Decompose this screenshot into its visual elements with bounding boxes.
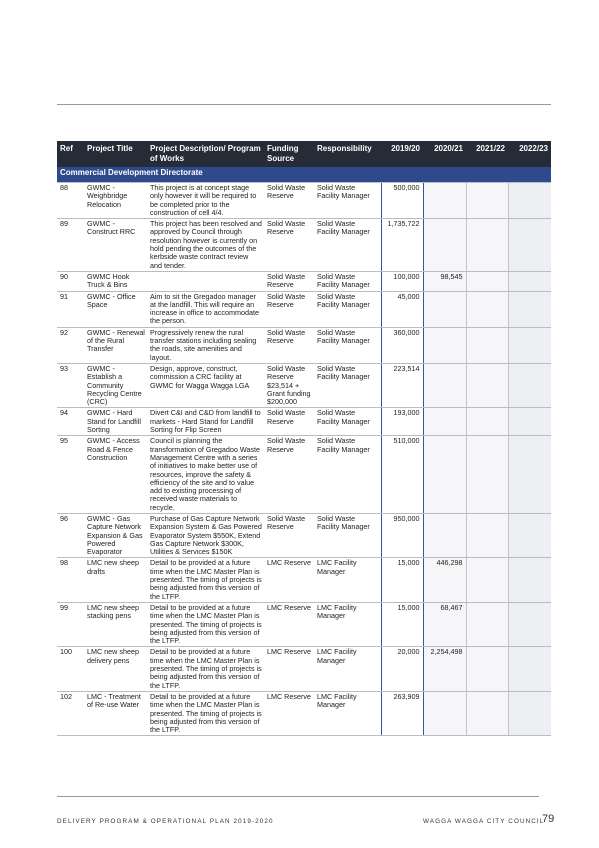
section-row — [57, 167, 551, 183]
cell-description: Detail to be provided at a future time when the LMC Master Plan is presented. The timing of projects is being adjusted from this version of the LTFP. — [147, 602, 264, 646]
cell-responsibility: Solid Waste Facility Manager — [314, 408, 381, 436]
cell-description: Detail to be provided at a future time when the LMC Master Plan is presented. The timing of projects is being adjusted from this version of the LTFP. — [147, 691, 264, 735]
cell-2020-21: 68,467 — [423, 602, 466, 646]
cell-responsibility: Solid Waste Facility Manager — [314, 363, 381, 407]
cell-2019-20: 950,000 — [381, 513, 423, 557]
cell-ref: 94 — [57, 408, 84, 436]
cell-2019-20: 223,514 — [381, 363, 423, 407]
cell-2021-22 — [466, 691, 508, 735]
cell-2022-23 — [508, 408, 551, 436]
cell-2021-22 — [466, 363, 508, 407]
cell-2022-23 — [508, 647, 551, 691]
cell-project-title: GWMC - Renewal of the Rural Transfer — [84, 327, 147, 363]
cell-funding-source: Solid Waste Reserve — [264, 513, 314, 557]
cell-2022-23 — [508, 513, 551, 557]
cell-description: Design, approve, construct, commission a CRC facility at GWMC for Wagga Wagga LGA — [147, 363, 264, 407]
header-project-title: Project Title — [84, 141, 147, 167]
cell-responsibility: Solid Waste Facility Manager — [314, 513, 381, 557]
cell-2021-22 — [466, 327, 508, 363]
cell-2021-22 — [466, 271, 508, 291]
cell-responsibility: Solid Waste Facility Manager — [314, 271, 381, 291]
table-row — [57, 271, 551, 291]
cell-project-title: GWMC - Gas Capture Network Expansion & Gas Powered Evaporator — [84, 513, 147, 557]
cell-2021-22 — [466, 291, 508, 327]
section-title: Commercial Development Directorate — [57, 167, 551, 183]
cell-2020-21 — [423, 291, 466, 327]
cell-2021-22 — [466, 408, 508, 436]
cell-project-title: LMC new sheep delivery pens — [84, 647, 147, 691]
cell-funding-source: Solid Waste Reserve — [264, 408, 314, 436]
table-row — [57, 691, 551, 735]
table-row — [57, 408, 551, 436]
cell-responsibility: Solid Waste Facility Manager — [314, 291, 381, 327]
cell-funding-source: Solid Waste Reserve $23,514 + Grant funding $200,000 — [264, 363, 314, 407]
header-description: Project Description/ Program of Works — [147, 141, 264, 167]
bottom-divider — [57, 796, 539, 797]
cell-2021-22 — [466, 219, 508, 272]
cell-2020-21 — [423, 219, 466, 272]
cell-project-title: GWMC - Office Space — [84, 291, 147, 327]
cell-2022-23 — [508, 363, 551, 407]
cell-description: Purchase of Gas Capture Network Expansion System & Gas Powered Evaporator System $550K, Extend Gas Capture Network $300K, Utilities & Services $150K — [147, 513, 264, 557]
cell-ref: 98 — [57, 558, 84, 602]
cell-2019-20: 1,735,722 — [381, 219, 423, 272]
cell-description: Aim to sit the Gregadoo manager at the landfill. This will require an increase in office to accommodate the person. — [147, 291, 264, 327]
cell-2019-20: 193,000 — [381, 408, 423, 436]
cell-project-title: LMC new sheep drafts — [84, 558, 147, 602]
cell-2022-23 — [508, 436, 551, 514]
cell-2021-22 — [466, 513, 508, 557]
cell-2019-20: 510,000 — [381, 436, 423, 514]
cell-funding-source: Solid Waste Reserve — [264, 271, 314, 291]
cell-funding-source: Solid Waste Reserve — [264, 436, 314, 514]
cell-responsibility: LMC Facility Manager — [314, 691, 381, 735]
table-row — [57, 647, 551, 691]
table-row — [57, 219, 551, 272]
header-responsibility: Responsibility — [314, 141, 381, 167]
cell-description: This project is at concept stage only however it will be required to be completed prior to the construction of cell 4/4. — [147, 183, 264, 219]
cell-responsibility: LMC Facility Manager — [314, 647, 381, 691]
cell-ref: 102 — [57, 691, 84, 735]
cell-responsibility: LMC Facility Manager — [314, 558, 381, 602]
cell-2020-21: 98,545 — [423, 271, 466, 291]
cell-2022-23 — [508, 183, 551, 219]
cell-2021-22 — [466, 602, 508, 646]
cell-2019-20: 500,000 — [381, 183, 423, 219]
cell-2021-22 — [466, 436, 508, 514]
table-header-row — [57, 141, 551, 167]
cell-project-title: GWMC - Hard Stand for Landfill Sorting — [84, 408, 147, 436]
cell-responsibility: Solid Waste Facility Manager — [314, 436, 381, 514]
header-2021-22: 2021/22 — [466, 141, 508, 167]
cell-ref: 93 — [57, 363, 84, 407]
header-2019-20: 2019/20 — [381, 141, 423, 167]
cell-2020-21 — [423, 513, 466, 557]
cell-ref: 90 — [57, 271, 84, 291]
cell-2020-21: 446,298 — [423, 558, 466, 602]
cell-funding-source: LMC Reserve — [264, 558, 314, 602]
cell-2022-23 — [508, 327, 551, 363]
cell-2022-23 — [508, 558, 551, 602]
cell-ref: 95 — [57, 436, 84, 514]
table-row — [57, 363, 551, 407]
cell-2022-23 — [508, 291, 551, 327]
cell-ref: 100 — [57, 647, 84, 691]
cell-funding-source: LMC Reserve — [264, 647, 314, 691]
cell-2020-21 — [423, 183, 466, 219]
cell-ref: 99 — [57, 602, 84, 646]
cell-project-title: GWMC - Establish a Community Recycling Centre (CRC) — [84, 363, 147, 407]
cell-2022-23 — [508, 691, 551, 735]
header-2022-23: 2022/23 — [508, 141, 551, 167]
cell-2019-20: 100,000 — [381, 271, 423, 291]
cell-project-title: LMC - Treatment of Re-use Water — [84, 691, 147, 735]
cell-project-title: GWMC Hook Truck & Bins — [84, 271, 147, 291]
cell-responsibility: Solid Waste Facility Manager — [314, 219, 381, 272]
table-row — [57, 513, 551, 557]
cell-2019-20: 15,000 — [381, 602, 423, 646]
cell-description: Detail to be provided at a future time when the LMC Master Plan is presented. The timing of projects is being adjusted from this version of the LTFP. — [147, 647, 264, 691]
header-funding-source: Funding Source — [264, 141, 314, 167]
cell-funding-source: Solid Waste Reserve — [264, 219, 314, 272]
works-table — [57, 141, 551, 736]
cell-2020-21 — [423, 327, 466, 363]
cell-2022-23 — [508, 602, 551, 646]
cell-2019-20: 263,909 — [381, 691, 423, 735]
cell-2020-21: 2,254,498 — [423, 647, 466, 691]
header-2020-21: 2020/21 — [423, 141, 466, 167]
cell-2021-22 — [466, 183, 508, 219]
cell-ref: 91 — [57, 291, 84, 327]
cell-2020-21 — [423, 363, 466, 407]
cell-2021-22 — [466, 647, 508, 691]
cell-funding-source: Solid Waste Reserve — [264, 327, 314, 363]
cell-2020-21 — [423, 691, 466, 735]
cell-funding-source: Solid Waste Reserve — [264, 183, 314, 219]
cell-description: Progressively renew the rural transfer stations including sealing the roads, site amenities and layout. — [147, 327, 264, 363]
cell-ref: 89 — [57, 219, 84, 272]
cell-ref: 92 — [57, 327, 84, 363]
top-divider — [57, 104, 551, 105]
cell-ref: 96 — [57, 513, 84, 557]
table-row — [57, 327, 551, 363]
cell-2020-21 — [423, 436, 466, 514]
cell-funding-source: LMC Reserve — [264, 691, 314, 735]
table-row — [57, 558, 551, 602]
footer-organisation: WAGGA WAGGA CITY COUNCIL — [423, 818, 545, 825]
page-number: 79 — [542, 813, 555, 825]
cell-description: Detail to be provided at a future time when the LMC Master Plan is presented. The timing of projects is being adjusted from this version of the LTFP. — [147, 558, 264, 602]
table-row — [57, 183, 551, 219]
cell-responsibility: LMC Facility Manager — [314, 602, 381, 646]
cell-project-title: GWMC - Construct RRC — [84, 219, 147, 272]
table-row — [57, 291, 551, 327]
cell-responsibility: Solid Waste Facility Manager — [314, 183, 381, 219]
cell-responsibility: Solid Waste Facility Manager — [314, 327, 381, 363]
cell-description: This project has been resolved and approved by Council through resolution however is currently on hold pending the outcomes of the kerbside waste contract review and tender. — [147, 219, 264, 272]
cell-2019-20: 20,000 — [381, 647, 423, 691]
cell-funding-source: Solid Waste Reserve — [264, 291, 314, 327]
header-ref: Ref — [57, 141, 84, 167]
cell-ref: 88 — [57, 183, 84, 219]
cell-2022-23 — [508, 219, 551, 272]
cell-project-title: GWMC - Access Road & Fence Construction — [84, 436, 147, 514]
cell-project-title: LMC new sheep stacking pens — [84, 602, 147, 646]
table-row — [57, 602, 551, 646]
cell-2020-21 — [423, 408, 466, 436]
cell-description: Council is planning the transformation of Gregadoo Waste Management Centre with a series of initiatives to make better use of resources, improve the safety & efficiency of the site and to value add to existing processing of received waste materials to recycle. — [147, 436, 264, 514]
cell-funding-source: LMC Reserve — [264, 602, 314, 646]
cell-2019-20: 15,000 — [381, 558, 423, 602]
cell-description — [147, 271, 264, 291]
cell-project-title: GWMC - Weighbridge Relocation — [84, 183, 147, 219]
footer-document-title: DELIVERY PROGRAM & OPERATIONAL PLAN 2019-2020 — [57, 818, 274, 825]
cell-2021-22 — [466, 558, 508, 602]
table-row — [57, 436, 551, 514]
cell-2019-20: 45,000 — [381, 291, 423, 327]
cell-2019-20: 360,000 — [381, 327, 423, 363]
cell-description: Divert C&I and C&D from landfill to markets - Hard Stand for Landfill Sorting for Flip Screen — [147, 408, 264, 436]
cell-2022-23 — [508, 271, 551, 291]
